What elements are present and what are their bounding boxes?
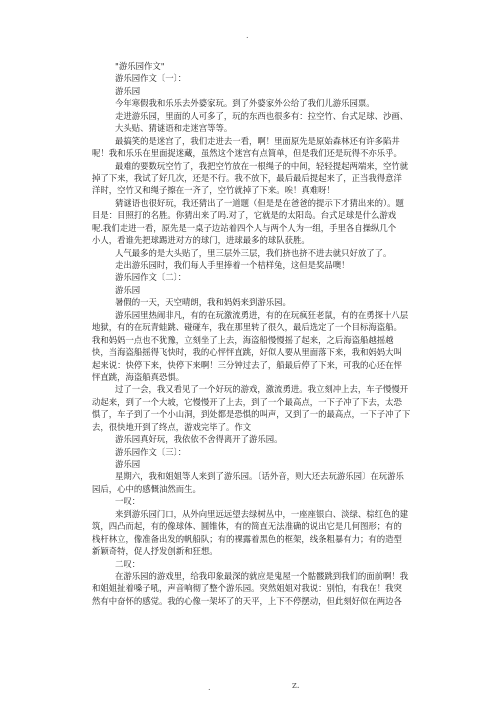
text-line: 游乐园作文〔三〕：: [115, 446, 187, 457]
text-line: 游乐园真好玩，我依依不舍得离开了游乐园。: [115, 434, 283, 445]
text-line: 二叹：: [115, 558, 141, 569]
text-line: 今年寒假我和乐乐去外婆家玩。到了外婆家外公给了我们儿游乐园票。: [115, 98, 375, 109]
text-line: 人气最多的是大头贴了，里三层外三层，我们挤也挤不进去就只好放了了。: [115, 247, 392, 258]
text-line: 然有中奋怀的感觉。我的心像一架坏了的天平，上下不停摆动，但此刻好似在两边各: [92, 595, 402, 606]
text-line: 走出游乐园时，我们每人手里捧着一个桔样兔，这但是奖品噢！: [115, 260, 350, 270]
text-line: 筑，四凸而起，有的像球体、圆锥体，有的简直无法准确的说出它是几何图形；有的: [92, 521, 402, 532]
text-line: 新颖奇特，促人抒发创新和狂想。: [92, 546, 218, 557]
text-line: 游乐园作文〔二〕：: [115, 272, 187, 283]
text-line: 游乐园作文〔一〕：: [115, 73, 187, 84]
text-line: 洋时，空竹又和绳子擦在一齐了，空竹就掉了下来。唉！真难呀！: [92, 185, 335, 196]
text-line: 起来说：快停下来，快停下来啊！三分钟过去了，船最后停了下来，可我的心还在怦: [92, 359, 402, 370]
text-line: 游乐园: [115, 459, 141, 469]
text-line: 游乐园: [115, 85, 141, 96]
text-line: 栈杆林立，像准备出发的帆船队；有的裸露着黑色的框架，线条粗暴有力；有的造型: [92, 533, 402, 544]
text-line: 猜谜语也很好玩，我还猜出了一道题（但是是在爸爸的提示下才猜出来的）。题: [115, 197, 404, 208]
text-line: 一叹：: [115, 496, 141, 507]
text-line: 暑假的一天，天空晴朗，我和妈妈来到游乐园。: [115, 297, 291, 308]
footer-left-mark: .: [208, 683, 211, 692]
text-line: 呢！我和乐乐在里面捉迷藏，虽然这个迷宫有点简单，但是我们还是玩得不亦乐乎。: [92, 148, 402, 159]
text-line: 来到游乐园门口，从外向里远远望去绿树丛中，一座座银白、淡绿、棕红色的建: [115, 508, 409, 519]
text-line: 去，很快地开到了终点，游戏完毕了。作文: [92, 421, 252, 432]
text-line: 过了一会，我又看见了一个好玩的游戏，激流勇进。我立刻冲上去，车子慢慢开: [115, 384, 409, 395]
text-line: 掉了下来，我试了好几次，还是不行。我不放下，最后最后提起来了，正当我得意洋: [92, 172, 402, 183]
text-line: 惧了，车子到了一个小山洞，到处都是恐惧的叫声，又到了一的最高点，一下子冲了下: [92, 409, 410, 420]
document-body: [92, 60, 410, 607]
text-line: 目是：目照打的名胜。你猜出来了吗.对了，它就是的太阳岛。台式足球是什么游戏: [92, 210, 397, 221]
text-line: 园后，心中的感慨油然而生。: [92, 483, 201, 494]
text-line: 我和妈妈一点也不犹豫，立刻坐了上去，海盗船慢慢摇了起来，之后海盗船越摇越: [92, 334, 394, 345]
text-line: 在游乐园的游戏里，给我印象最深的就应是鬼屋一个骷髅跳到我们的面前啊！我: [115, 570, 409, 581]
text-line: 最难的要数玩空竹了，我把空竹放在一根绳子的中间，轻轻提起两端来，空竹就: [115, 160, 409, 171]
text-line: 走进游乐园，里面的人可多了，玩的东西也很多有：拉空竹、台式足球、沙画、: [115, 110, 409, 121]
text-line: 地狱，有的在玩青蛙跳、碰碰车，我在那里转了很久，最后选定了一个目标海盗船。: [92, 322, 402, 333]
text-line: 最搞笑的是迷宫了，我们走进去一看，啊！里面原先是原始森林还有许多陷井: [115, 135, 400, 146]
text-line: 和姐姐扯着嗓子吼，声音响彻了整个游乐园。突然姐姐对我说：别怕，有我在！我突: [92, 583, 402, 594]
text-line: 呢.我们走进一看，原先是一桌子边站着四个人与两个人为一组，手里各自操纵几个: [92, 222, 397, 233]
text-line: "游乐园作文": [115, 61, 165, 71]
text-line: 星期六，我和姐姐等人来到了游乐园。〔话外音，则大还去玩游乐园〕在玩游乐: [115, 471, 404, 482]
text-line: 快，当海盗船摇得飞快时，我的心怦怦直跳，好似人要从里面落下来，我和妈妈大叫: [92, 347, 402, 358]
top-mark: .: [246, 31, 249, 40]
text-line: 游乐园: [115, 284, 141, 295]
text-line: 怦直跳，海盗船真恐惧。: [92, 371, 185, 382]
text-line: 游乐园里热闹非凡，有的在玩激流勇进，有的在玩疯狂老鼠，有的在勇探十八层: [115, 309, 409, 320]
text-line: 大头贴、猜谜语和走迷宫等等。: [115, 123, 233, 134]
text-line: 动起来，到了一个大坡，它慢慢开了上去，到了一个最高点，一下子冲了下去，太恐: [92, 396, 402, 407]
text-line: 小人，看谁先把球踢进对方的球门，进球最多的球队获胜。: [92, 235, 310, 246]
footer-right-mark: z.: [292, 681, 300, 691]
